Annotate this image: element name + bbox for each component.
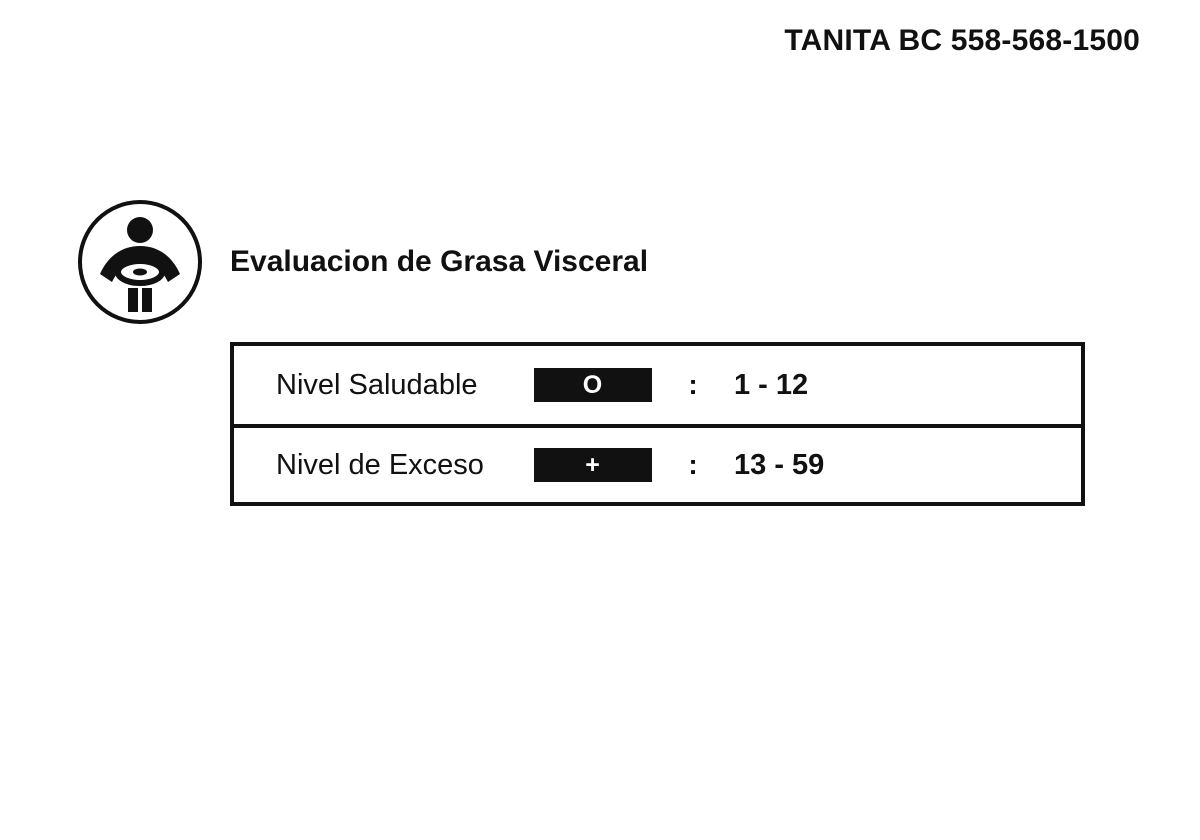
visceral-fat-body-icon bbox=[78, 200, 202, 324]
section-title: Evaluacion de Grasa Visceral bbox=[230, 245, 649, 278]
visceral-fat-legend-table bbox=[230, 342, 1085, 506]
legend-separator: : bbox=[688, 449, 698, 480]
legend-symbol-badge: O bbox=[534, 368, 652, 402]
legend-symbol-badge: + bbox=[534, 448, 652, 482]
legend-separator: : bbox=[688, 369, 698, 400]
legend-level-name: Nivel Saludable bbox=[276, 368, 478, 401]
legend-level-name: Nivel de Exceso bbox=[276, 448, 484, 481]
legend-range-value: 1 - 12 bbox=[734, 368, 809, 401]
page-title: TANITA BC 558-568-1500 bbox=[784, 24, 1140, 57]
visceral-fat-section-header bbox=[78, 200, 648, 324]
table-row bbox=[234, 346, 1081, 424]
legend-range-value: 13 - 59 bbox=[734, 448, 825, 481]
table-row bbox=[234, 424, 1081, 502]
